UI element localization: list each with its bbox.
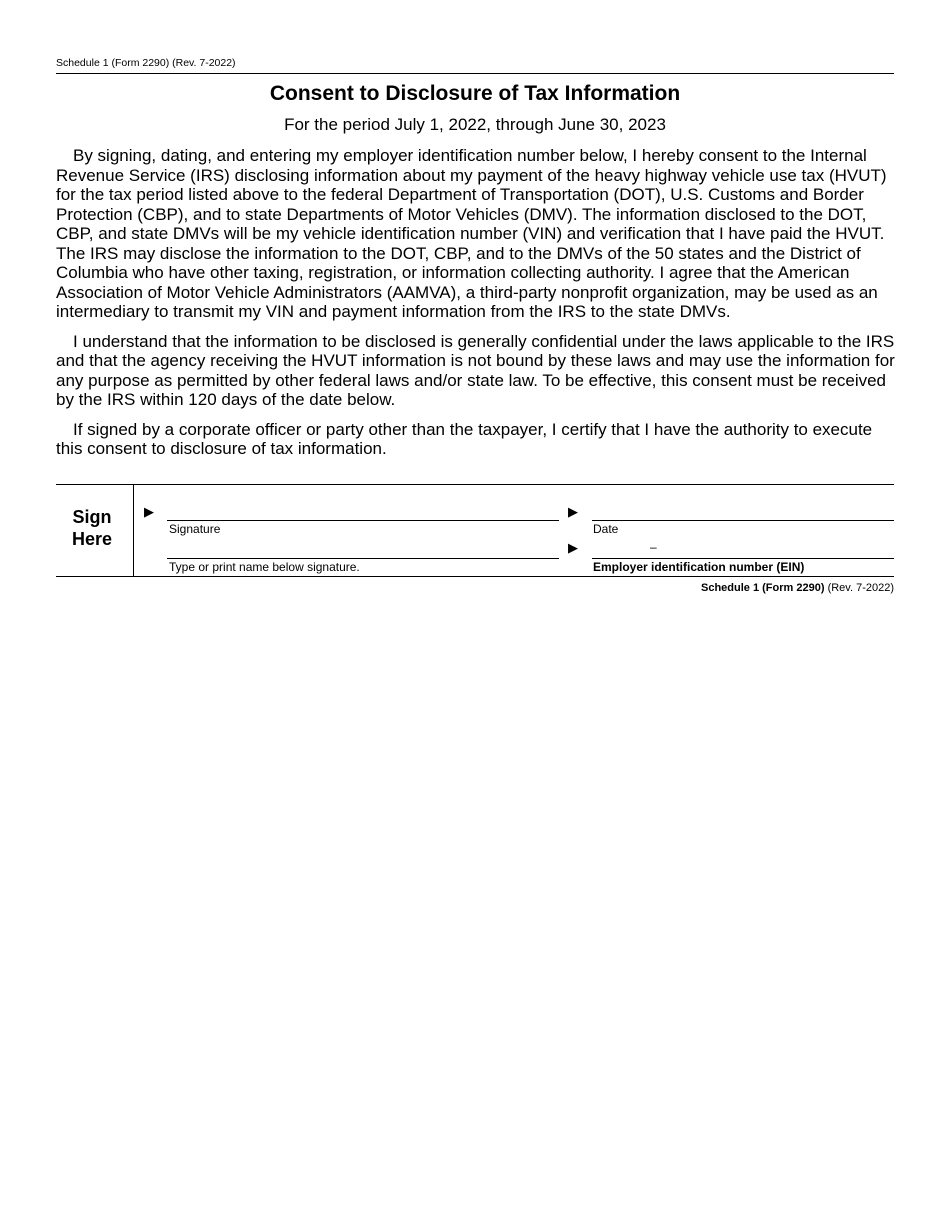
paragraph-consent: By signing, dating, and entering my employer identification number below, I hereby consent to the Internal Revenue Service (IRS) disclosing information about my payment of the heavy highway vehicle use tax (HVUT) for the tax period listed above to the federal Department of Transportation (DOT), U.S. Customs and Border Protection (CBP), and to state Departments of Motor Vehicles (DMV). The information disclosed to the DOT, CBP, and state DMVs will be my vehicle identification number (VIN) and verification that I have paid the HVUT. The IRS may disclose the information to the DOT, CBP, and to the DMVs of the 50 states and the District of Columbia who have other taxing, registration, or information collecting authority. I agree that the American Association of Motor Vehicle Administrators (AAMVA), a third-party nonprofit organization, may be used as an intermediary to transmit my VIN and payment information from the IRS to the state DMVs. xyxy=(56,146,887,321)
print-name-field[interactable] xyxy=(167,558,559,559)
sign-section-divider xyxy=(133,484,134,577)
footer-revision: (Rev. 7-2022) xyxy=(827,582,894,594)
footer-form-name: Schedule 1 (Form 2290) xyxy=(701,582,825,594)
sign-label-line2: Here xyxy=(71,529,113,549)
header-rule xyxy=(56,73,894,74)
ein-arrow-icon: ▶ xyxy=(568,540,578,555)
ein-field[interactable] xyxy=(592,558,894,559)
sign-section-bottom-rule xyxy=(56,576,894,577)
tax-period: For the period July 1, 2022, through June 30, 2023 xyxy=(284,115,666,134)
date-caption: Date xyxy=(593,522,619,536)
paragraph-authority: If signed by a corporate officer or party other than the taxpayer, I certify that I have the authority to execute this consent to disclosure of tax information. xyxy=(56,419,873,458)
page-title: Consent to Disclosure of Tax Information xyxy=(269,82,681,105)
date-arrow-icon: ▶ xyxy=(568,504,578,519)
form-header: Schedule 1 (Form 2290) (Rev. 7-2022) xyxy=(56,57,236,69)
sign-label-line1: Sign xyxy=(72,507,112,527)
form-footer xyxy=(701,582,894,594)
print-name-caption: Type or print name below signature. xyxy=(169,560,360,574)
sign-section-top-rule xyxy=(56,484,894,485)
consent-text xyxy=(56,146,898,469)
ein-caption: Employer identification number (EIN) xyxy=(593,560,805,574)
signature-caption: Signature xyxy=(169,522,221,536)
date-field[interactable] xyxy=(592,520,894,521)
signature-field[interactable] xyxy=(167,520,559,521)
paragraph-confidentiality: I understand that the information to be disclosed is generally confidential under the laws applicable to the IRS and that the agency receiving the HVUT information is not bound by these laws and may use the information for any purpose as permitted by other federal laws and/or state law. To be effective, this consent must be received by the IRS within 120 days of the date below. xyxy=(56,331,895,409)
signature-arrow-icon: ▶ xyxy=(144,504,154,519)
sign-here-label xyxy=(56,506,128,550)
ein-separator: – xyxy=(650,540,657,554)
